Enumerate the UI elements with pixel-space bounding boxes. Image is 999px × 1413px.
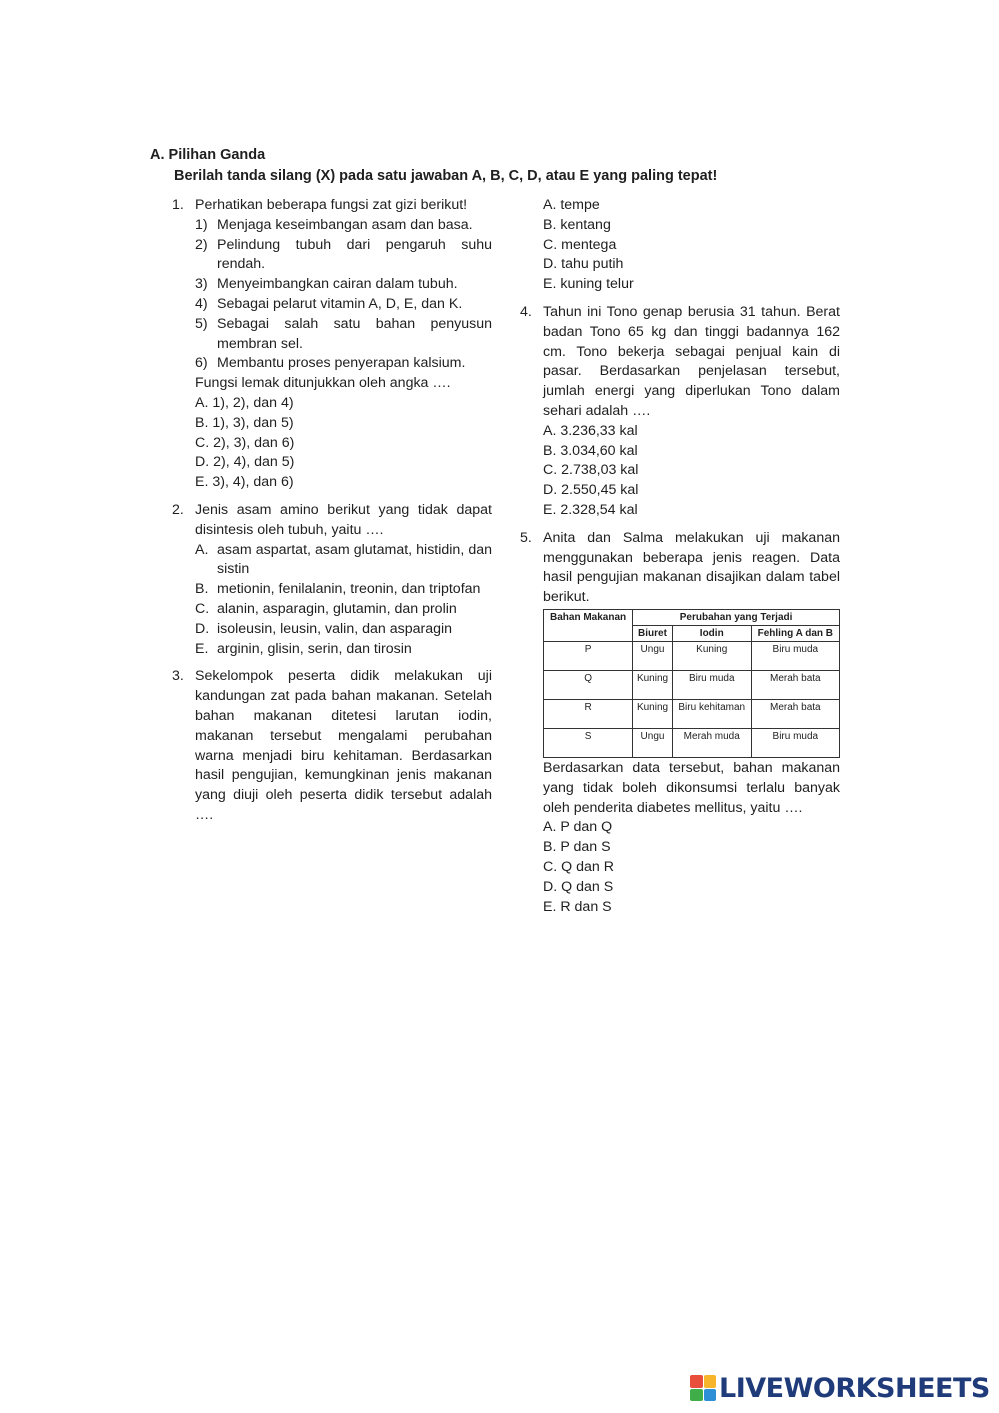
question-stem: Jenis asam amino berikut yang tidak dapat disintesis oleh tubuh, yaitu …. (195, 501, 492, 538)
answer-option[interactable]: E. 3), 4), dan 6) (195, 474, 294, 491)
list-item (195, 354, 492, 374)
answer-option[interactable]: D. 2.550,45 kal (543, 482, 639, 499)
cell-biuret: Kuning (633, 670, 673, 699)
question-stem: Sekelompok peserta didik melakukan uji kandungan zat pada bahan makanan. Setelah bahan makanan ditetesi larutan iodin, makanan tersebut mengalami perubahan warna menjadi biru kehitaman. Berdasarkan hasil pengujian, kemungkinan jenis makanan yang diuji oleh peserta didik tersebut adalah …. (195, 668, 492, 823)
logo-square (704, 1389, 717, 1402)
question-number: 3. (172, 668, 184, 685)
cell-food: P (544, 641, 633, 670)
cell-biuret: Ungu (633, 641, 673, 670)
cell-food: R (544, 699, 633, 728)
question-stem: Anita dan Salma melakukan uji makanan menggunakan beberapa jenis reagen. Data hasil pengujian makanan disajikan dalam tabel berikut. (543, 529, 840, 606)
item-number: 1) (195, 216, 208, 233)
item-text: Menyeimbangkan cairan dalam tubuh. (217, 276, 458, 293)
left-column (172, 196, 492, 826)
table-row (544, 641, 840, 670)
cell-biuret: Kuning (633, 699, 673, 728)
cell-iodin: Biru muda (672, 670, 751, 699)
answer-option[interactable]: C. 2.738,03 kal (543, 462, 639, 479)
option-text: isoleusin, leusin, valin, dan asparagin (217, 620, 453, 637)
answer-option[interactable]: C. Q dan R (543, 858, 614, 875)
question-1 (172, 196, 492, 493)
answer-option[interactable] (195, 620, 492, 640)
question-number: 2. (172, 501, 184, 518)
cell-food: Q (544, 670, 633, 699)
answer-option[interactable]: C. 2), 3), dan 6) (195, 434, 295, 451)
option-letter: D. (195, 620, 210, 637)
food-test-table (543, 609, 840, 758)
item-text: Sebagai pelarut vitamin A, D, E, dan K. (217, 295, 463, 312)
cell-fehling: Merah bata (751, 699, 839, 728)
item-text: Sebagai salah satu bahan penyusun membran sel. (217, 315, 492, 352)
answer-option[interactable] (195, 580, 492, 600)
cell-iodin: Kuning (672, 641, 751, 670)
item-text: Membantu proses penyerapan kalsium. (217, 355, 466, 372)
option-text: alanin, asparagin, glutamin, dan prolin (217, 600, 457, 617)
brand-name: LIVEWORKSHEETS (719, 1372, 990, 1404)
cell-fehling: Merah bata (751, 670, 839, 699)
header-food: Bahan Makanan (544, 609, 633, 641)
option-text: asam aspartat, asam glutamat, histidin, dan sistin (217, 541, 492, 578)
liveworksheets-logo[interactable] (690, 1373, 990, 1403)
cell-fehling: Biru muda (751, 728, 839, 757)
header-iodin: Iodin (672, 625, 751, 641)
list-item (195, 315, 492, 355)
answer-option[interactable]: D. tahu putih (543, 256, 624, 273)
question-stem: Tahun ini Tono genap berusia 31 tahun. Berat badan Tono 65 kg dan tinggi badannya 162 cm. Tono bekerja sebagai penjual kain di pasar. Berdasarkan penjelasan tersebut, jumlah energi yang diperlukan Tono dalam sehari adalah …. (543, 303, 840, 419)
option-letter: A. (195, 541, 209, 558)
item-number: 2) (195, 236, 208, 253)
answer-option[interactable]: B. 1), 3), dan 5) (195, 414, 294, 431)
right-column (520, 196, 840, 917)
answer-option[interactable]: A. P dan Q (543, 819, 613, 836)
option-text: metionin, fenilalanin, treonin, dan triptofan (217, 581, 481, 598)
answer-option[interactable]: E. 2.328,54 kal (543, 501, 638, 518)
cell-fehling: Biru muda (751, 641, 839, 670)
answer-option[interactable]: A. 1), 2), dan 4) (195, 394, 294, 411)
question-prompt: Fungsi lemak ditunjukkan oleh angka …. (195, 375, 451, 392)
table-header-row (544, 609, 840, 625)
cell-biuret: Ungu (633, 728, 673, 757)
section-instruction: Berilah tanda silang (X) pada satu jawaban A, B, C, D, atau E yang paling tepat! (174, 168, 718, 184)
answer-option[interactable]: D. Q dan S (543, 878, 614, 895)
answer-option[interactable]: E. R dan S (543, 898, 612, 915)
answer-option[interactable]: B. P dan S (543, 839, 611, 856)
answer-option[interactable]: C. mentega (543, 236, 617, 253)
answer-option[interactable]: B. kentang (543, 216, 611, 233)
answer-option[interactable]: B. 3.034,60 kal (543, 442, 638, 459)
section-title: A. Pilihan Ganda (150, 147, 266, 163)
table-row (544, 699, 840, 728)
table-row (544, 670, 840, 699)
question-3-options (520, 196, 840, 295)
item-text: Menjaga keseimbangan asam dan basa. (217, 216, 473, 233)
answer-option[interactable] (195, 640, 492, 660)
item-text: Pelindung tubuh dari pengaruh suhu rendah. (217, 236, 492, 273)
item-number: 3) (195, 276, 208, 293)
logo-square (690, 1375, 703, 1388)
answer-option[interactable] (195, 600, 492, 620)
option-text: arginin, glisin, serin, dan tirosin (217, 640, 412, 657)
question-number: 1. (172, 197, 184, 213)
option-letter: C. (195, 600, 210, 617)
list-item (195, 275, 492, 295)
list-item (195, 216, 492, 236)
header-biuret: Biuret (633, 625, 673, 641)
option-letter: B. (195, 581, 209, 598)
list-item (195, 236, 492, 276)
header-fehling: Fehling A dan B (751, 625, 839, 641)
cell-iodin: Merah muda (672, 728, 751, 757)
header-change: Perubahan yang Terjadi (633, 609, 840, 625)
liveworksheets-logo-icon (690, 1375, 716, 1401)
cell-iodin: Biru kehitaman (672, 699, 751, 728)
answer-option[interactable]: E. kuning telur (543, 276, 634, 293)
answer-option[interactable]: A. tempe (543, 197, 600, 213)
item-number: 5) (195, 315, 208, 332)
question-3 (172, 667, 492, 825)
question-5 (520, 529, 840, 918)
item-number: 6) (195, 355, 208, 372)
cell-food: S (544, 728, 633, 757)
option-letter: E. (195, 640, 209, 657)
item-number: 4) (195, 295, 208, 312)
logo-square (690, 1389, 703, 1402)
question-stem: Perhatikan beberapa fungsi zat gizi berikut! (195, 197, 468, 213)
question-2 (172, 501, 492, 659)
question-4 (520, 303, 840, 521)
question-number: 5. (520, 529, 532, 546)
logo-square (704, 1375, 717, 1388)
answer-option[interactable] (195, 541, 492, 581)
answer-option[interactable]: D. 2), 4), dan 5) (195, 454, 295, 471)
table-row (544, 728, 840, 757)
list-item (195, 295, 492, 315)
question-prompt: Berdasarkan data tersebut, bahan makanan yang tidak boleh dikonsumsi terlalu banyak oleh penderita diabetes mellitus, yaitu …. (543, 759, 840, 816)
answer-option[interactable]: A. 3.236,33 kal (543, 422, 638, 439)
question-number: 4. (520, 303, 532, 320)
